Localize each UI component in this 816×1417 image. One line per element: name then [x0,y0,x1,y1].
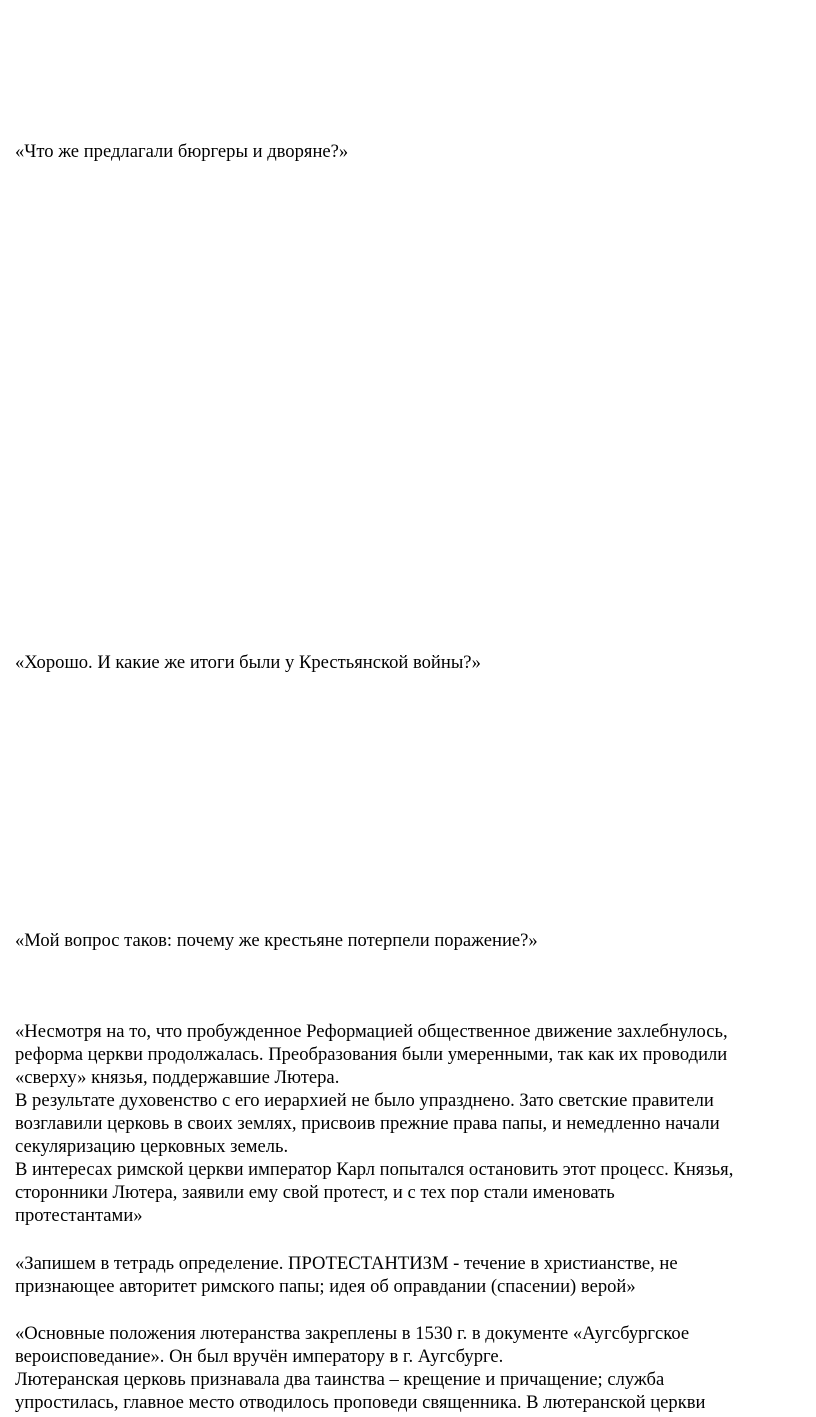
protestantism-definition-paragraph [15,1252,811,1298]
question-peasant-defeat [15,929,811,952]
text-line: «Запишем в тетрадь определение. ПРОТЕСТАНТИЗМ - течение в христианстве, не [15,1253,678,1274]
text-line: вероисповедание». Он был вручён императору в г. Аугсбурге. [15,1346,504,1367]
text-line: секуляризацию церковных земель. [15,1136,289,1157]
text-line: В интересах римской церкви император Карл попытался остановить этот процесс. Князья, [15,1159,734,1180]
text-line: реформа церкви продолжалась. Преобразования были умеренными, так как их проводили [15,1044,728,1065]
text-line: «Что же предлагали бюргеры и дворяне?» [15,141,349,162]
text-line: протестантами» [15,1205,143,1226]
reformation-paragraph [15,1020,811,1227]
text-line: возглавили церковь в своих землях, присвоив прежние права папы, и немедленно начали [15,1113,720,1134]
text-line: сторонники Лютера, заявили ему свой протест, и с тех пор стали именовать [15,1182,615,1203]
lutheranism-paragraph [15,1322,811,1414]
text-line: «сверху» князья, поддержавшие Лютера. [15,1067,340,1088]
text-line: «Мой вопрос таков: почему же крестьяне потерпели поражение?» [15,930,538,951]
text-line: «Несмотря на то, что пробужденное Реформацией общественное движение захлебнулось, [15,1021,728,1042]
question-war-results [15,651,811,674]
text-line: Лютеранская церковь признавала два таинства – крещение и причащение; служба [15,1369,665,1390]
question-burghers-nobles [15,140,811,163]
text-line: «Основные положения лютеранства закреплены в 1530 г. в документе «Аугсбургское [15,1323,690,1344]
text-line: признающее авторитет римского папы; идея об оправдании (спасении) верой» [15,1276,636,1297]
text-line: В результате духовенство с его иерархией не было упразднено. Зато светские правители [15,1090,714,1111]
text-line: упростилась, главное место отводилось проповеди священника. В лютеранской церкви [15,1392,706,1413]
text-line: «Хорошо. И какие же итоги были у Крестьянской войны?» [15,652,481,673]
